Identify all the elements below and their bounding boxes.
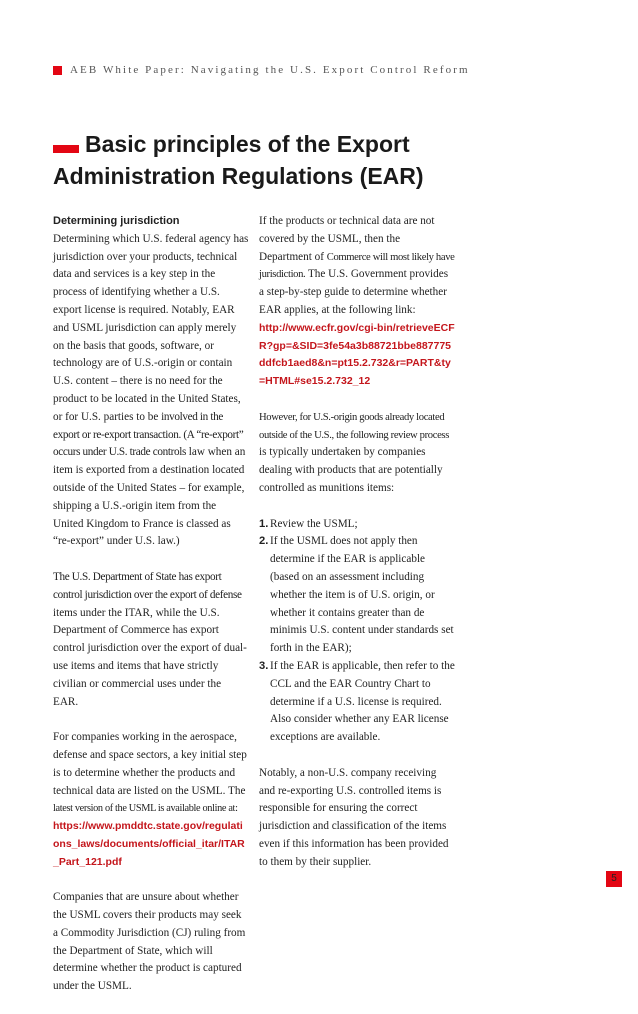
list-item	[259, 516, 455, 534]
text-run: If the products or technical data are not covered by the USML, then the Department of	[259, 215, 435, 263]
paragraph	[53, 231, 249, 551]
text-run: For companies working in the aerospace, defense and space sectors, a key initial step is to determine whether the products and technical data are listed on the USML. The	[53, 731, 247, 797]
list-item	[259, 658, 455, 747]
list-number: 2.	[259, 535, 269, 548]
list-number: 1.	[259, 517, 269, 530]
text-run: is typically undertaken by companies dealing with products that are potentially controlled as munitions items:	[259, 446, 443, 494]
paragraph	[53, 729, 249, 871]
right-column	[259, 213, 455, 889]
review-steps-list	[259, 516, 455, 747]
running-header	[53, 64, 470, 76]
list-text: Review the USML;	[270, 517, 358, 530]
left-column	[53, 213, 249, 1014]
text-run: law when an item is exported from a destination located outside of the United States – for example, shipping a U.S.-origin item from the United Kingdom to France is classed as “re-export” under U.S. law.)	[53, 446, 246, 548]
subheading-determining-jurisdiction: Determining jurisdiction	[53, 215, 180, 227]
list-text: If the USML does not apply then determine if the EAR is applicable (based on an assessment including whether the item is of U.S. origin, or whether it contains greater than de minimis U.S. content under standards set forth in the EAR);	[270, 535, 454, 655]
paragraph: Companies that are unsure about whether the USML covers their products may seek a Commodity Jurisdiction (CJ) ruling from the Department of State, which will determine whether the product is captured under the USML.	[53, 891, 246, 993]
list-number: 3.	[259, 659, 269, 672]
text-run: However, for U.S.-origin goods already located outside of the U.S., the following review process	[259, 411, 449, 441]
text-run: items under the ITAR, while the U.S. Department of Commerce has export control jurisdiction over the export of dual-use items and items that have strictly civilian or commercial uses under the EAR.	[53, 606, 247, 708]
text-run: The U.S. Government provides a step-by-step guide to determine whether EAR applies, at the following link:	[259, 268, 449, 316]
ecfr-link[interactable]: http://www.ecfr.gov/cgi-bin/retrieveECFR?gp=&SID=3fe54a3b88721bbe887775ddfcb1aed8&n=pt15.2.732&r=PART&ty=HTML#se15.2.732_12	[259, 321, 455, 388]
header-square-icon	[53, 66, 62, 75]
paragraph	[259, 213, 455, 391]
section-title	[53, 128, 593, 192]
text-run: Commerce will most likely have jurisdiction.	[259, 251, 455, 281]
page-number: 5	[606, 871, 622, 887]
paragraph	[259, 409, 455, 498]
list-text: If the EAR is applicable, then refer to the CCL and the EAR Country Chart to determine if a U.S. license is required. Also consider whether any EAR license exceptions are available.	[270, 659, 455, 744]
title-bar-icon	[53, 145, 79, 153]
usml-link[interactable]: https://www.pmddtc.state.gov/regulations_laws/documents/official_itar/ITAR_Part_121.pdf	[53, 820, 245, 868]
title-line-2: Administration Regulations (EAR)	[53, 163, 424, 189]
title-line-1: Basic principles of the Export	[85, 131, 410, 157]
paragraph	[53, 569, 249, 711]
paragraph: Notably, a non-U.S. company receiving and re-exporting U.S. controlled items is responsible for ensuring the correct jurisdiction and classification of the items even if this information has been provided to them by their supplier.	[259, 766, 449, 868]
header-text: AEB White Paper: Navigating the U.S. Export Control Reform	[70, 64, 470, 76]
text-run: latest version of the USML is available online at:	[53, 803, 238, 815]
text-run: involved in the export or re-export transaction. (A “re-export” occurs under U.S. trade controls	[53, 410, 244, 459]
text-run: Determining which U.S. federal agency has jurisdiction over your products, technical data and services is a key step in the process of identifying whether a U.S. export license is required. Notably, EAR and USML jurisdiction can apply merely on the basis that goods, software, or technology are of U.S.-origin or contain U.S. content – there is no need for the product to be located in the United States, or for U.S. parties to be	[53, 232, 249, 423]
text-run: The U.S. Department of State has export control jurisdiction over the export of defense	[53, 570, 242, 601]
list-item	[259, 533, 455, 658]
